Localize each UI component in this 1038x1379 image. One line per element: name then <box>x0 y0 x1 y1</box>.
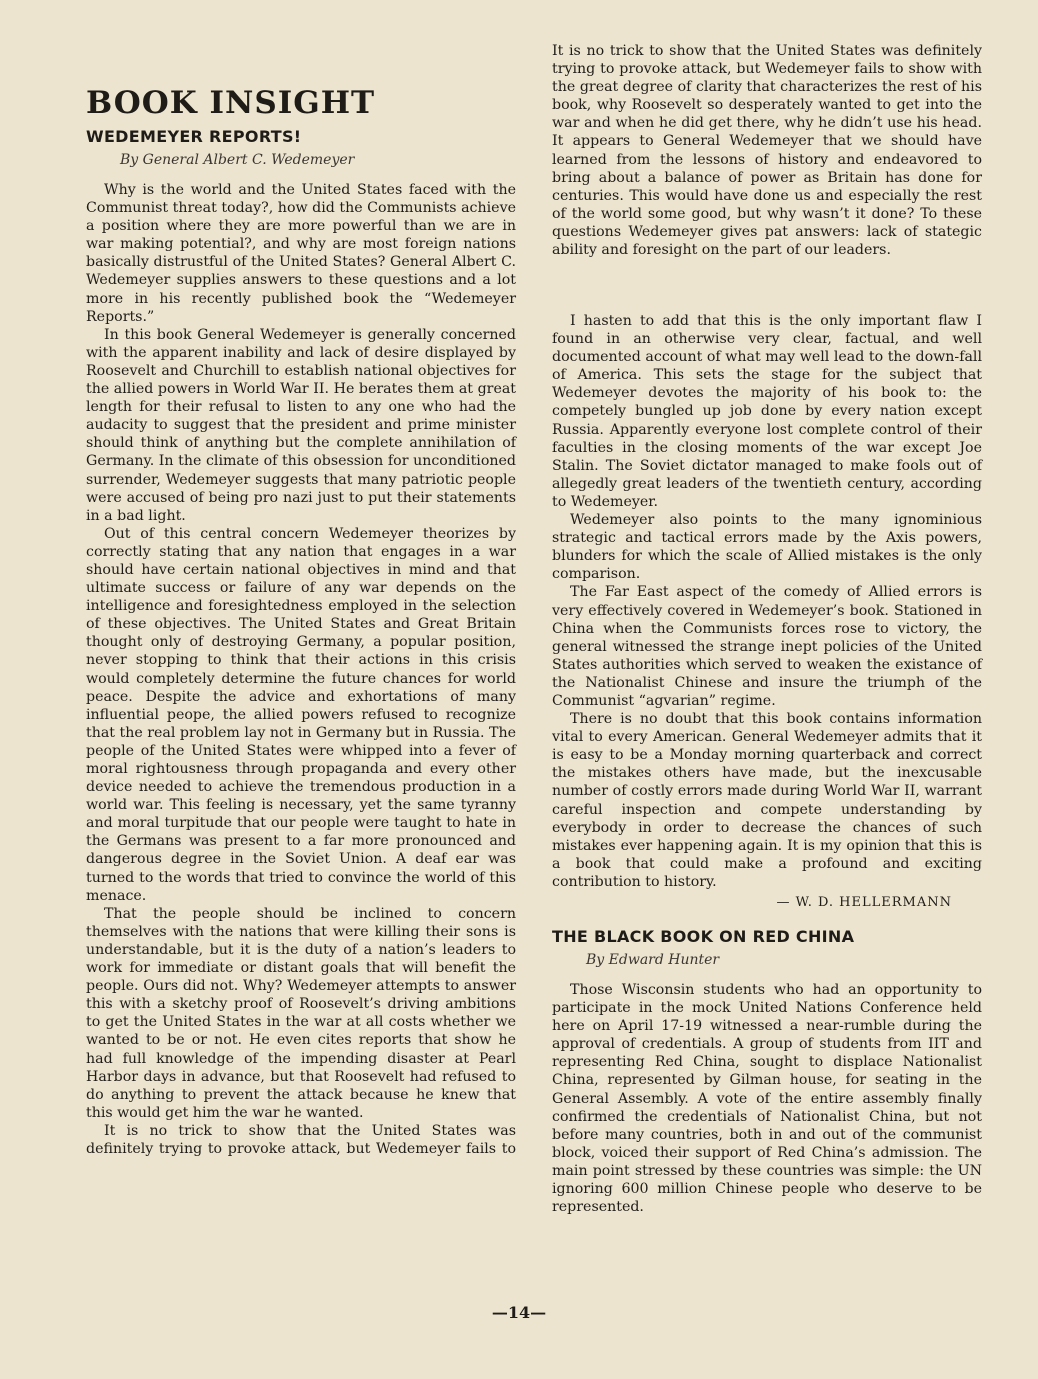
paragraph: There is no doubt that this book contains information vital to every American. General Wedemeyer admits that it is easy to be a Monday morning quarterback and correct the mistakes others have made, but the inexcusable number of costly errors made during World War II, warrant careful inspection and compete understanding by everybody in order to decrease the chances of such mistakes ever happening again. It is my opinion that this is a book that could make a profound and exciting contribution to history. <box>552 711 982 890</box>
left-column <box>86 86 516 1158</box>
review-title: THE BLACK BOOK ON RED CHINA <box>552 927 855 946</box>
paragraph-continued: It is no trick to show that the United States was definitely trying to provoke attack, but Wedemeyer fails to show with the great degree of clarity that characterizes the rest of his book, why Roosevelt so desperately wanted to get into the war and when he did get there, why he didn’t use his head. It appears to General Wedemeyer that we should have learned from the lessons of history and endeavored to bring about a balance of power as Britain has done for centuries. This would have done us and especially the rest of the world some good, but why wasn’t it done? To these questions Wedemeyer gives pat answers: lack of stategic ability and foresight on the part of our leaders. <box>552 43 982 259</box>
paragraph: That the people should be inclined to concern themselves with the nations that were killing their sons is understandable, but it is the duty of a nation’s leaders to work for immediate or distant goals that will benefit the people. Ours did not. Why? Wedemeyer attempts to answer this with a sketchy proof of Roosevelt’s driving ambitions to get the United States in the war at all costs whether we wanted to be or not. He even cites reports that show he had full knowledge of the impending disaster at Pearl Harbor days in advance, but that Roosevelt had refused to do anything to prevent the attack because he knew that this would get him the war he wanted. <box>86 905 516 1121</box>
byline: By Edward Hunter <box>586 952 720 968</box>
paragraph: Why is the world and the United States faced with the Communist threat today?, how did the Communists achieve a position where they are more powerful than we are in war making potential?, and why are most foreign nations basically distrustful of the United States? General Albert C. Wedemeyer supplies answers to these questions and a lot more in his recently published book the “Wedemeyer Reports.” <box>86 182 516 325</box>
paragraph: Those Wisconsin students who had an opportunity to participate in the mock United Nations Conference held here on April 17-19 witnessed a near-rumble during the approval of credentials. A group of students from IIT and representing Red China, sought to displace Nationalist China, represented by Gilman house, for seating in the General Assembly. A vote of the entire assembly finally confirmed the credentials of Nationalist China, but not before many countries, both in and out of the communist block, voiced their support of Red China’s admission. The main point stressed by these countries was simple: the UN ignoring 600 million Chinese people who deserve to be represented. <box>552 982 982 1216</box>
byline: By General Albert C. Wedemeyer <box>120 152 355 168</box>
paragraph: In this book General Wedemeyer is generally concerned with the apparent inability and lack of desire displayed by Roosevelt and Churchill to establish national objectives for the allied powers in World War II. He berates them at great length for their refusal to listen to any one who had the audacity to suggest that the president and prime minister should think of anything but the complete annihilation of Germany. In the climate of this obsession for unconditioned surrender, Wedemeyer suggests that many patriotic people were accused of being pro nazi just to put their statements in a bad light. <box>86 326 516 524</box>
page-number: —14— <box>491 1303 547 1322</box>
right-column <box>552 43 982 1216</box>
paragraph: I hasten to add that this is the only important flaw I found in an otherwise very clear, factual, and well documented account of what may well lead to the down-fall of America. This sets the stage for the subject that Wedemeyer devotes the majority of his book to: the competely bungled up job done by every nation except Russia. Apparently everyone lost complete control of their faculties in the closing moments of the war except Joe Stalin. The Soviet dictator managed to make fools out of allegedly great leaders of the twentieth century, according to Wedemeyer. <box>552 313 982 510</box>
section-heading: BOOK INSIGHT <box>86 85 376 121</box>
paragraph: Wedemeyer also points to the many ignominious strategic and tactical errors made by the Axis powers, blunders for which the scale of Allied mistakes is the only comparison. <box>552 512 982 583</box>
review-title: WEDEMEYER REPORTS! <box>86 127 302 146</box>
paragraph: The Far East aspect of the comedy of Allied errors is very effectively covered in Wedemeyer’s book. Stationed in China when the Communists forces rose to victory, the general witnessed the strange inept policies of the United States authorities which served to weaken the existance of the Nationalist Chinese and insure the triumph of the Communist “agvarian” regime. <box>552 584 982 709</box>
review-signature: — W. D. HELLERMANN <box>776 895 952 910</box>
paragraph-continues: It is no trick to show that the United States was definitely trying to provoke attack, but Wedemeyer fails to <box>86 1122 516 1157</box>
paragraph: Out of this central concern Wedemeyer theorizes by correctly stating that any nation that engages in a war should have certain national objectives in mind and that ultimate success or failure of any war depends on the intelligence and foresightedness employed in the selection of these objectives. The United States and Great Britain thought only of destroying Germany, a popular position, never stopping to think that their actions in this crisis would completely determine the future chances for world peace. Despite the advice and exhortations of many influential peope, the allied powers refused to recognize that the real problem lay not in Germany but in Russia. The people of the United States were whipped into a fever of moral rightousness through propaganda and every other device needed to achieve the tremendous production in a world war. This feeling is necessary, yet the same tyranny and moral turpitude that our people were taught to hate in the Germans was present to a far more pronounced and dangerous degree in the Soviet Union. A deaf ear was turned to the words that tried to convince the world of this menace. <box>86 525 517 904</box>
